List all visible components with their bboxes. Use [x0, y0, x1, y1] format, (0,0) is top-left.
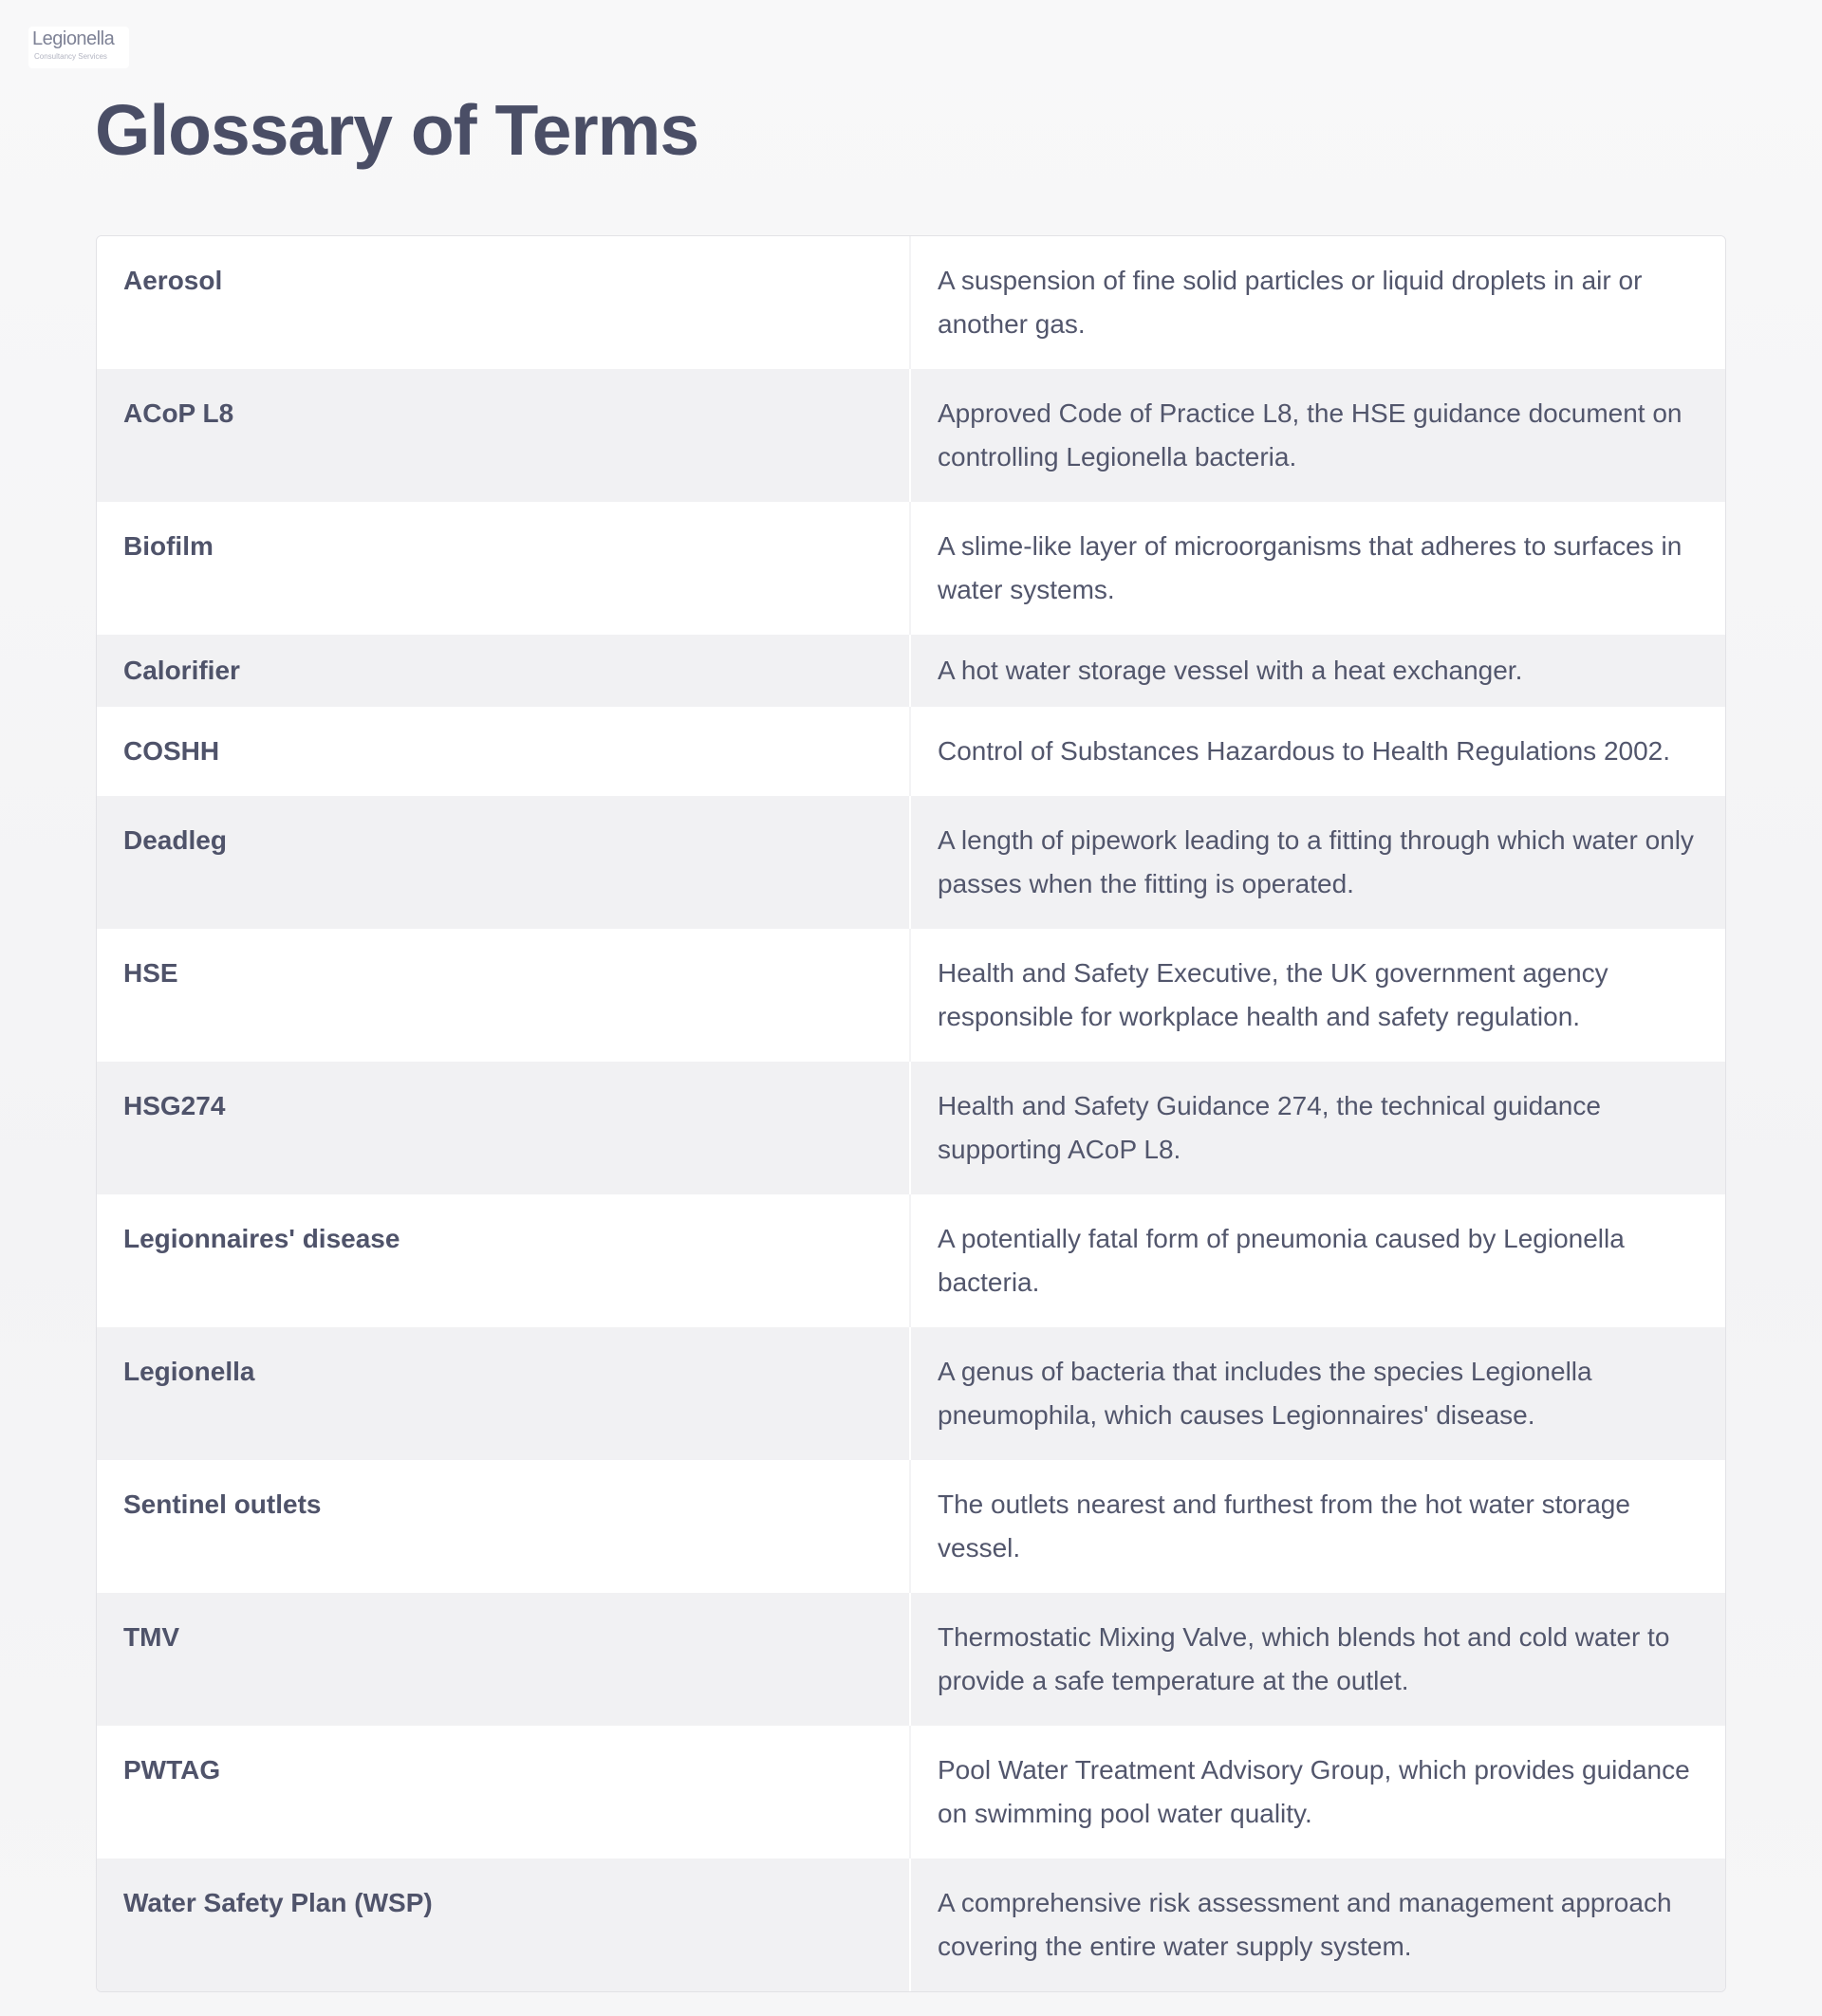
glossary-table: [96, 235, 1726, 1992]
glossary-row: [97, 1327, 1725, 1460]
glossary-term: TMV: [97, 1593, 911, 1726]
glossary-term: COSHH: [97, 707, 911, 796]
glossary-definition: A comprehensive risk assessment and management approach covering the entire water supply system.: [938, 1888, 1672, 1961]
glossary-term: HSG274: [97, 1062, 911, 1194]
glossary-term: HSE: [97, 929, 911, 1062]
logo-tagline: Consultancy Services: [34, 52, 107, 61]
logo-wordmark: Legionella: [32, 28, 115, 49]
company-logo: [28, 27, 129, 68]
glossary-definition: The outlets nearest and furthest from the hot water storage vessel.: [938, 1489, 1630, 1563]
glossary-row: [97, 502, 1725, 635]
glossary-definition: A suspension of fine solid particles or liquid droplets in air or another gas.: [938, 266, 1643, 339]
page-title: Glossary of Terms: [95, 90, 699, 170]
glossary-definition: Pool Water Treatment Advisory Group, which provides guidance on swimming pool water quality.: [938, 1755, 1690, 1828]
glossary-row: [97, 1194, 1725, 1327]
glossary-definition: A slime-like layer of microorganisms that adheres to surfaces in water systems.: [938, 531, 1683, 604]
glossary-row: [97, 369, 1725, 502]
glossary-term: Biofilm: [97, 502, 911, 635]
glossary-definition: A hot water storage vessel with a heat exchanger.: [938, 656, 1523, 685]
glossary-row: [97, 929, 1725, 1062]
glossary-definition: Approved Code of Practice L8, the HSE guidance document on controlling Legionella bacteria.: [938, 398, 1683, 472]
glossary-term: Legionella: [97, 1327, 911, 1460]
glossary-definition: Health and Safety Guidance 274, the technical guidance supporting ACoP L8.: [938, 1091, 1601, 1164]
glossary-row: [97, 635, 1725, 707]
glossary-row: [97, 1859, 1725, 1991]
glossary-definition: Thermostatic Mixing Valve, which blends hot and cold water to provide a safe temperature at the outlet.: [938, 1622, 1670, 1695]
glossary-term: ACoP L8: [97, 369, 911, 502]
glossary-term: Deadleg: [97, 796, 911, 929]
glossary-row: [97, 1062, 1725, 1194]
glossary-term: Water Safety Plan (WSP): [97, 1859, 911, 1991]
glossary-definition: A genus of bacteria that includes the species Legionella pneumophila, which causes Legionnaires' disease.: [938, 1357, 1592, 1430]
glossary-term: PWTAG: [97, 1726, 911, 1859]
glossary-definition: Health and Safety Executive, the UK government agency responsible for workplace health and safety regulation.: [938, 958, 1608, 1031]
glossary-row: [97, 796, 1725, 929]
glossary-row: [97, 1593, 1725, 1726]
glossary-term: Aerosol: [97, 236, 911, 369]
glossary-term: Calorifier: [97, 635, 911, 707]
glossary-term: Sentinel outlets: [97, 1460, 911, 1593]
glossary-row: [97, 1460, 1725, 1593]
glossary-row: [97, 236, 1725, 369]
glossary-definition: Control of Substances Hazardous to Health Regulations 2002.: [938, 736, 1671, 766]
glossary-definition: A length of pipework leading to a fitting through which water only passes when the fitting is operated.: [938, 825, 1694, 898]
glossary-row: [97, 707, 1725, 796]
glossary-definition: A potentially fatal form of pneumonia caused by Legionella bacteria.: [938, 1224, 1625, 1297]
glossary-term: Legionnaires' disease: [97, 1194, 911, 1327]
glossary-row: [97, 1726, 1725, 1859]
